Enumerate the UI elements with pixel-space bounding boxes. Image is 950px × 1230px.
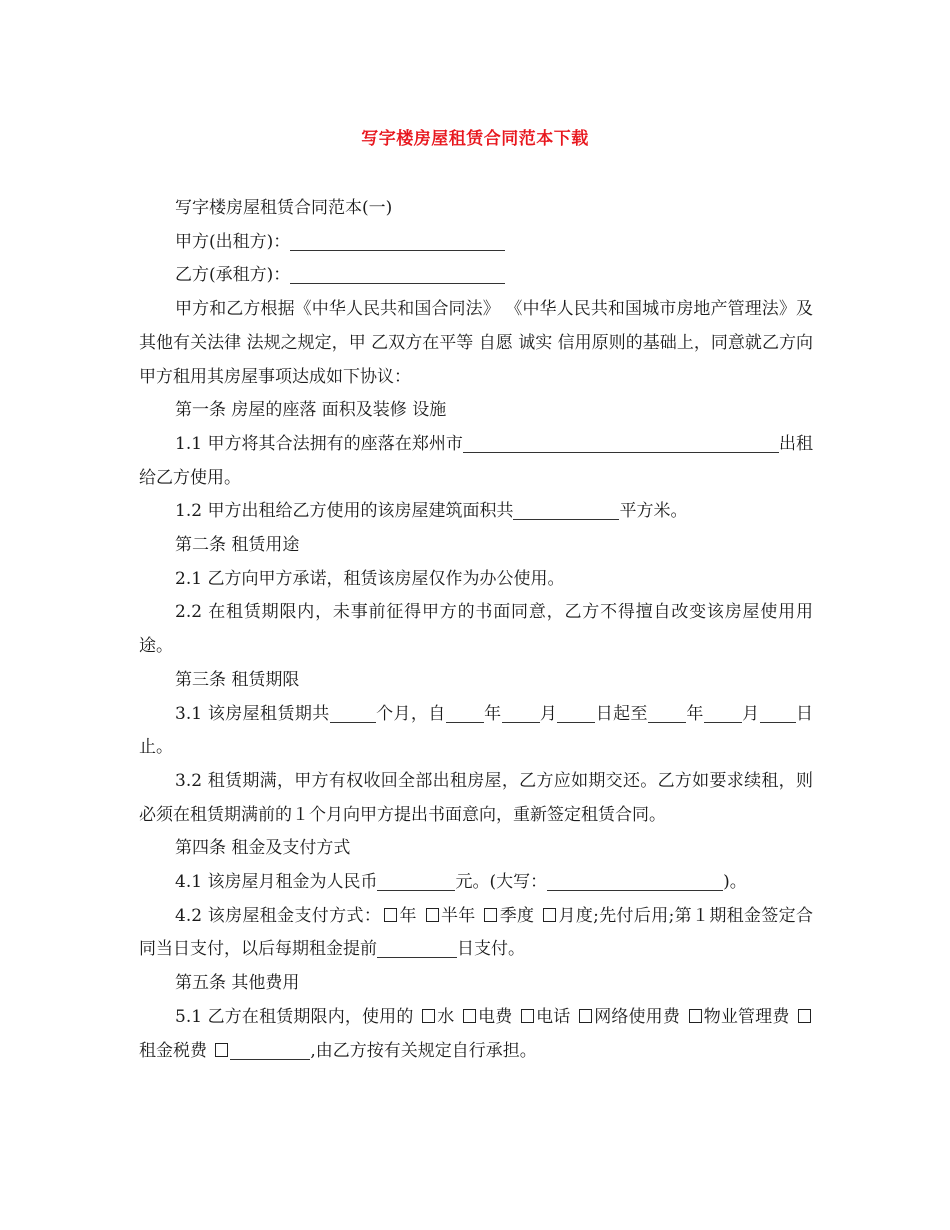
clause-4-2-end: 日支付。 (457, 939, 525, 960)
clause-3-1-text: 3.1 该房屋租赁期共 (175, 703, 330, 724)
party-a-line (139, 226, 813, 260)
clause-4-2-text: 4.2 该房屋租金支付方式： (175, 905, 382, 926)
clause-4-1-end: )。 (723, 872, 747, 893)
start-day-blank (557, 700, 595, 723)
end-month-blank (704, 700, 742, 723)
checkbox-icon (579, 1009, 592, 1023)
start-month-blank (502, 700, 540, 723)
clause-4-1-text: 4.1 该房屋月租金为人民币 (175, 872, 378, 893)
document-title: 写字楼房屋租赁合同范本下载 (361, 129, 589, 149)
preamble-paragraph: 甲方和乙方根据《中华人民共和国合同法》 《中华人民共和国城市房地产管理法》及其他有关法律 法规之规定，甲 乙双方在平等 自愿 诚实 信用原则的基础上，同意就乙方向甲方租用其房屋事项达成如下协议： (139, 299, 813, 387)
clause-1-2 (139, 495, 813, 529)
checkbox-icon (463, 1009, 476, 1023)
contract-subtitle: 写字楼房屋租赁合同范本(一) (175, 198, 393, 218)
rent-capital-blank (547, 868, 723, 891)
checkbox-icon (484, 908, 497, 922)
rent-amount-blank (377, 868, 455, 891)
months-blank (330, 700, 376, 723)
article-5-heading: 第五条 其他费用 (175, 973, 300, 994)
option-electricity: 电费 (477, 1006, 513, 1027)
option-water: 水 (437, 1006, 455, 1027)
clause-4-1-capital: 元。(大写： (455, 872, 548, 893)
option-property-fee: 物业管理费 (703, 1006, 790, 1027)
document-body (139, 192, 813, 1068)
clause-1-2-text: 1.2 甲方出租给乙方使用的该房屋建筑面积共 (175, 501, 514, 522)
clause-1-1-text: 1.1 甲方将其合法拥有的座落在郑州市 (175, 433, 463, 454)
clause-2-2: 2.2 在租赁期限内，未事前征得甲方的书面同意，乙方不得擅自改变该房屋使用用途。 (139, 602, 813, 657)
start-year-blank (446, 700, 484, 723)
clause-3-1-month: 月 (539, 703, 558, 724)
article-2-heading: 第二条 租赁用途 (175, 535, 300, 556)
checkbox-icon (384, 908, 397, 922)
clause-3-1-day-to: 日起至 (595, 703, 648, 724)
end-year-blank (648, 700, 686, 723)
checkbox-icon (543, 908, 556, 922)
checkbox-icon (521, 1009, 534, 1023)
clause-4-2 (139, 900, 813, 967)
address-blank (463, 430, 779, 453)
checkbox-icon (422, 1009, 435, 1023)
clause-1-1 (139, 428, 813, 495)
clause-5-1-end: ,由乙方按有关规定自行承担。 (310, 1040, 537, 1061)
option-half-year: 半年 (440, 905, 476, 926)
clause-5-1-text: 5.1 乙方在租赁期限内，使用的 (175, 1006, 414, 1027)
party-b-line (139, 259, 813, 293)
clause-3-1-year: 年 (483, 703, 502, 724)
option-month-text: 月度;先付后用;第１期租金签定合同当日支付，以后每期租金提前 (139, 905, 814, 960)
clause-5-1 (139, 1001, 813, 1068)
party-b-label: 乙方(承租方)： (175, 265, 291, 286)
option-tax: 租金税费 (139, 1040, 207, 1061)
checkbox-icon (426, 908, 439, 922)
clause-3-1 (139, 698, 813, 765)
other-fee-blank (230, 1037, 310, 1060)
clause-1-2-text-end: 平方米。 (619, 501, 688, 522)
party-b-blank (290, 261, 505, 284)
clause-3-1-from: 个月，自 (375, 703, 446, 724)
advance-days-blank (377, 935, 457, 958)
clause-2-1: 2.1 乙方向甲方承诺，租赁该房屋仅作为办公使用。 (175, 568, 565, 589)
clause-3-1-end: 日止。 (139, 703, 813, 758)
option-phone: 电话 (535, 1006, 571, 1027)
end-day-blank (760, 700, 796, 723)
checkbox-icon (215, 1043, 228, 1057)
article-1-heading: 第一条 房屋的座落 面积及装修 设施 (175, 400, 447, 421)
option-quarter: 季度 (499, 905, 535, 926)
clause-3-1-month-2: 月 (741, 703, 760, 724)
checkbox-icon (798, 1009, 811, 1023)
party-a-blank (290, 228, 505, 251)
clause-3-2: 3.2 租赁期满，甲方有权收回全部出租房屋，乙方应如期交还。乙方如要求续租，则必须在租赁期满前的１个月向甲方提出书面意向，重新签定租赁合同。 (139, 770, 813, 825)
area-blank (513, 497, 619, 520)
clause-4-1 (139, 866, 813, 900)
clause-1-1-text-end: 出租给乙方使用。 (139, 433, 813, 488)
article-4-heading: 第四条 租金及支付方式 (175, 838, 351, 859)
party-a-label: 甲方(出租方)： (175, 231, 291, 252)
article-3-heading: 第三条 租赁期限 (175, 669, 300, 690)
clause-3-1-year-2: 年 (685, 703, 704, 724)
option-network: 网络使用费 (594, 1006, 680, 1027)
option-year: 年 (399, 905, 417, 926)
checkbox-icon (689, 1009, 702, 1023)
